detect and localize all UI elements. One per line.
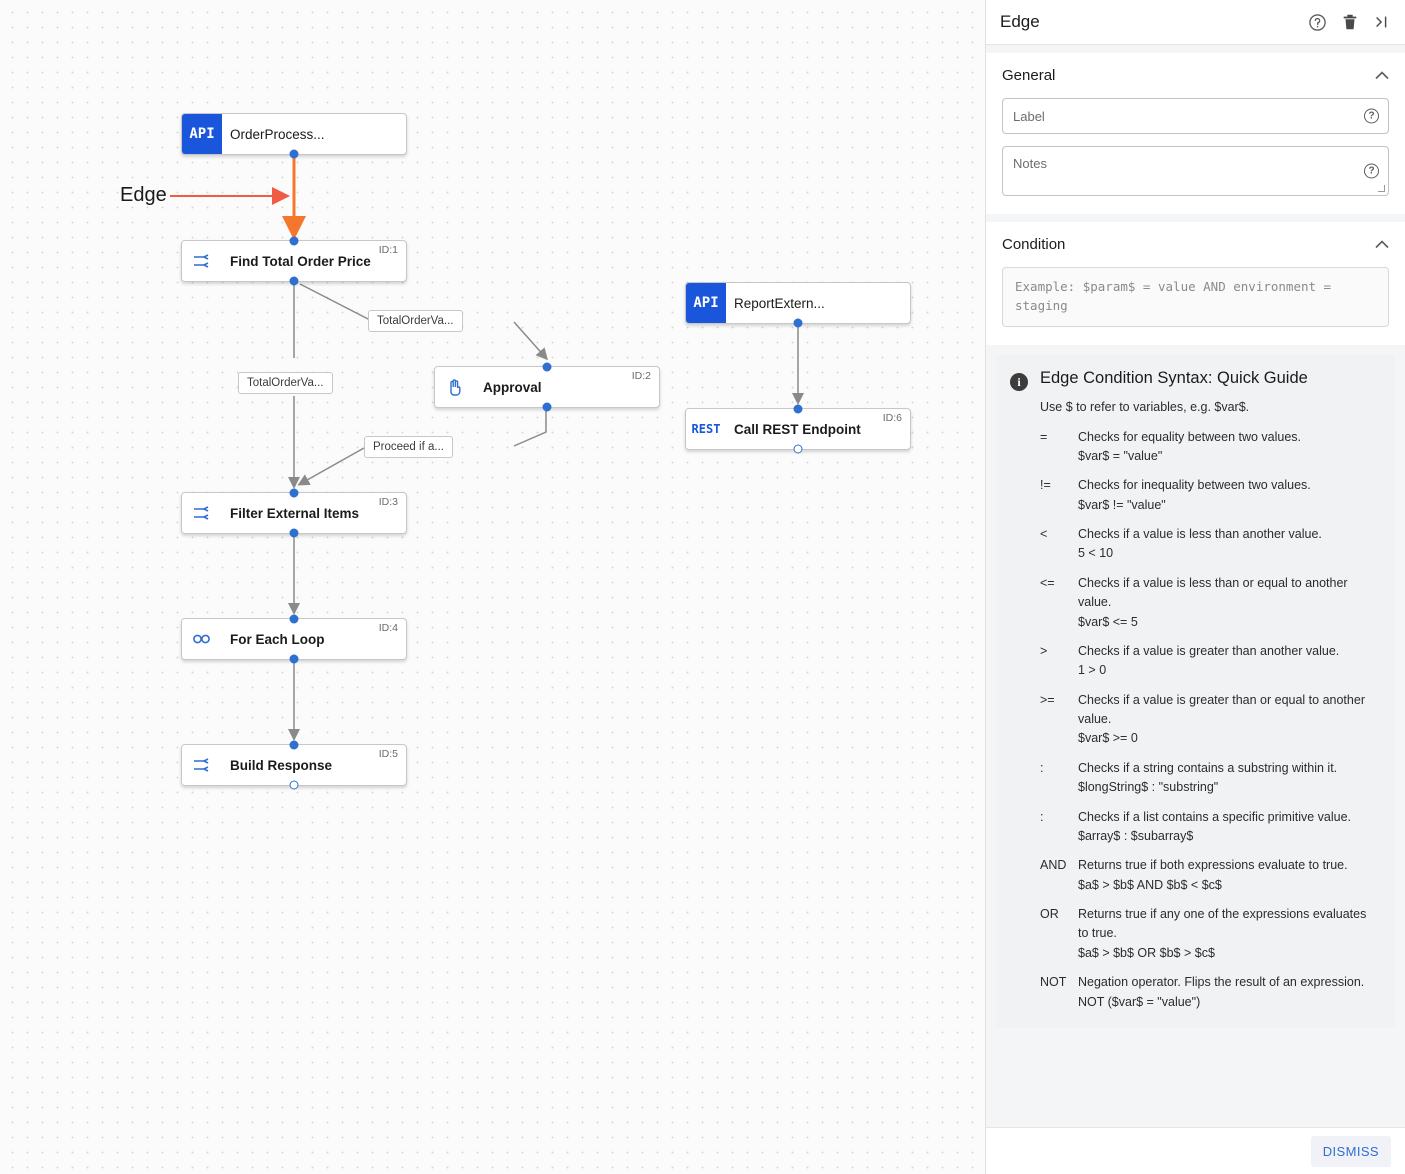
guide-row bbox=[1040, 856, 1379, 895]
general-heading: General bbox=[1002, 67, 1056, 84]
guide-row bbox=[1040, 428, 1379, 467]
node-approval[interactable] bbox=[434, 366, 660, 408]
node-build-response[interactable] bbox=[181, 744, 407, 786]
operator-example: NOT ($var$ = "value") bbox=[1078, 994, 1201, 1009]
guide-row bbox=[1040, 574, 1379, 632]
guide-row bbox=[1040, 691, 1379, 749]
transform-icon bbox=[182, 745, 222, 785]
edge-chip[interactable]: TotalOrderVa... bbox=[368, 310, 463, 332]
node-id-tag: ID:1 bbox=[378, 244, 398, 256]
operator-symbol: < bbox=[1040, 527, 1048, 541]
node-reportextern[interactable] bbox=[685, 282, 911, 324]
panel-header bbox=[986, 0, 1405, 45]
operator-symbol: NOT bbox=[1040, 975, 1067, 990]
hand-icon bbox=[435, 367, 475, 407]
node-input-port[interactable] bbox=[290, 741, 299, 750]
operator-symbol: : bbox=[1040, 760, 1044, 775]
operator-example: $array$ : $subarray$ bbox=[1078, 828, 1194, 843]
operator-symbol: != bbox=[1040, 478, 1051, 493]
transform-icon bbox=[182, 493, 222, 533]
transform-icon bbox=[182, 241, 222, 281]
general-section bbox=[986, 53, 1405, 214]
operator-example: $var$ = "value" bbox=[1078, 448, 1163, 463]
node-title: Filter External Items bbox=[230, 505, 360, 521]
edge-annotation-label: Edge bbox=[120, 184, 167, 206]
node-title: Approval bbox=[483, 379, 542, 395]
info-icon: i bbox=[1010, 373, 1028, 391]
node-output-port[interactable] bbox=[290, 655, 299, 664]
condition-header[interactable] bbox=[1002, 236, 1389, 253]
operator-example: $var$ != "value" bbox=[1078, 497, 1166, 512]
operator-description: Returns true if any one of the expressions evaluates to true. bbox=[1078, 907, 1367, 941]
condition-input[interactable]: Example: $param$ = value AND environment = staging bbox=[1002, 267, 1389, 327]
help-icon[interactable]: ? bbox=[1364, 164, 1379, 179]
operator-description: Negation operator. Flips the result of an expression. bbox=[1078, 975, 1365, 990]
operator-symbol: : bbox=[1040, 809, 1044, 824]
operator-example: $var$ <= 5 bbox=[1078, 614, 1138, 629]
operator-description: Checks for inequality between two values. bbox=[1078, 478, 1311, 493]
panel-footer bbox=[986, 1127, 1405, 1174]
node-title: Find Total Order Price bbox=[230, 253, 371, 269]
operator-example: $var$ >= 0 bbox=[1078, 731, 1138, 746]
collapse-panel-icon[interactable] bbox=[1373, 13, 1391, 31]
guide-row bbox=[1040, 525, 1379, 564]
node-title: OrderProcess... bbox=[230, 126, 325, 142]
guide-intro: Use $ to refer to variables, e.g. $var$. bbox=[1040, 399, 1250, 414]
chevron-up-icon[interactable] bbox=[1375, 69, 1389, 83]
operator-example: $a$ > $b$ AND $b$ < $c$ bbox=[1078, 877, 1222, 892]
guide-row bbox=[1040, 905, 1379, 963]
node-output-port[interactable] bbox=[794, 319, 803, 328]
api-badge-icon: API bbox=[182, 114, 222, 154]
help-icon[interactable] bbox=[1308, 13, 1327, 32]
operator-description: Checks if a list contains a specific primitive value. bbox=[1078, 809, 1352, 824]
node-input-port[interactable] bbox=[290, 615, 299, 624]
general-header[interactable] bbox=[1002, 67, 1389, 84]
guide-row bbox=[1040, 759, 1379, 798]
operator-symbol: >= bbox=[1040, 692, 1055, 707]
operator-description: Returns true if both expressions evaluate to true. bbox=[1078, 858, 1348, 873]
help-icon[interactable]: ? bbox=[1364, 109, 1379, 124]
operator-description: Checks for equality between two values. bbox=[1078, 429, 1302, 444]
operator-description: Checks if a string contains a substring within it. bbox=[1078, 760, 1338, 775]
node-input-port[interactable] bbox=[543, 363, 552, 372]
notes-field-placeholder: Notes bbox=[1013, 156, 1047, 171]
operator-symbol: OR bbox=[1040, 907, 1059, 921]
node-call-rest-endpoint[interactable] bbox=[685, 408, 911, 450]
panel-title: Edge bbox=[1000, 12, 1040, 31]
chevron-up-icon[interactable] bbox=[1375, 238, 1389, 252]
edge-properties-panel bbox=[985, 0, 1405, 1174]
node-title: For Each Loop bbox=[230, 631, 325, 647]
notes-field[interactable] bbox=[1002, 146, 1389, 196]
node-title: Build Response bbox=[230, 757, 333, 773]
guide-row bbox=[1040, 973, 1379, 1012]
operator-symbol: > bbox=[1040, 643, 1048, 658]
operator-example: 1 > 0 bbox=[1078, 663, 1107, 678]
node-orderprocess[interactable] bbox=[181, 113, 407, 155]
trash-icon[interactable] bbox=[1341, 13, 1359, 31]
operator-symbol: <= bbox=[1040, 575, 1055, 590]
condition-syntax-guide bbox=[996, 355, 1395, 1028]
node-output-port[interactable] bbox=[290, 781, 299, 790]
node-output-port[interactable] bbox=[543, 403, 552, 412]
node-output-port[interactable] bbox=[794, 445, 803, 454]
guide-title: Edge Condition Syntax: Quick Guide bbox=[1040, 368, 1308, 387]
operator-example: 5 < 10 bbox=[1078, 546, 1114, 561]
node-id-tag: ID:5 bbox=[378, 748, 398, 760]
operator-example: $a$ > $b$ OR $b$ > $c$ bbox=[1078, 945, 1215, 960]
node-id-tag: ID:2 bbox=[631, 370, 651, 382]
node-output-port[interactable] bbox=[290, 150, 299, 159]
node-id-tag: ID:6 bbox=[882, 412, 902, 424]
node-title: Call REST Endpoint bbox=[734, 421, 861, 437]
node-for-each-loop[interactable] bbox=[181, 618, 407, 660]
label-field[interactable] bbox=[1002, 98, 1389, 134]
operator-description: Checks if a value is greater than another value. bbox=[1078, 643, 1340, 658]
operator-description: Checks if a value is less than or equal to another value. bbox=[1078, 575, 1348, 610]
node-find-total-order-price[interactable] bbox=[181, 240, 407, 282]
condition-heading: Condition bbox=[1002, 236, 1066, 253]
node-input-port[interactable] bbox=[794, 405, 803, 414]
loop-icon bbox=[182, 619, 222, 659]
condition-section bbox=[986, 222, 1405, 345]
node-id-tag: ID:4 bbox=[378, 622, 398, 634]
node-output-port[interactable] bbox=[290, 277, 299, 286]
node-title: ReportExtern... bbox=[734, 295, 825, 311]
api-badge-icon: API bbox=[686, 283, 726, 323]
node-output-port[interactable] bbox=[290, 529, 299, 538]
label-field-placeholder: Label bbox=[1013, 108, 1045, 124]
operator-symbol: = bbox=[1040, 429, 1048, 444]
node-input-port[interactable] bbox=[290, 489, 299, 498]
edge-chip[interactable]: Proceed if a... bbox=[364, 436, 453, 458]
operator-description: Checks if a value is greater than or equal to another value. bbox=[1078, 692, 1365, 726]
dismiss-button[interactable]: DISMISS bbox=[1311, 1136, 1391, 1167]
rest-badge-icon: REST bbox=[686, 409, 726, 449]
node-filter-external-items[interactable] bbox=[181, 492, 407, 534]
operator-description: Checks if a value is less than another value. bbox=[1078, 527, 1322, 541]
node-input-port[interactable] bbox=[290, 237, 299, 246]
guide-row bbox=[1040, 642, 1379, 681]
resize-grip[interactable] bbox=[1378, 185, 1385, 192]
node-id-tag: ID:3 bbox=[378, 496, 398, 508]
operator-example: $longString$ : "substring" bbox=[1078, 780, 1219, 795]
edge-chip[interactable]: TotalOrderVa... bbox=[238, 372, 333, 394]
guide-row bbox=[1040, 808, 1379, 847]
guide-row bbox=[1040, 476, 1379, 515]
operator-symbol: AND bbox=[1040, 858, 1067, 873]
